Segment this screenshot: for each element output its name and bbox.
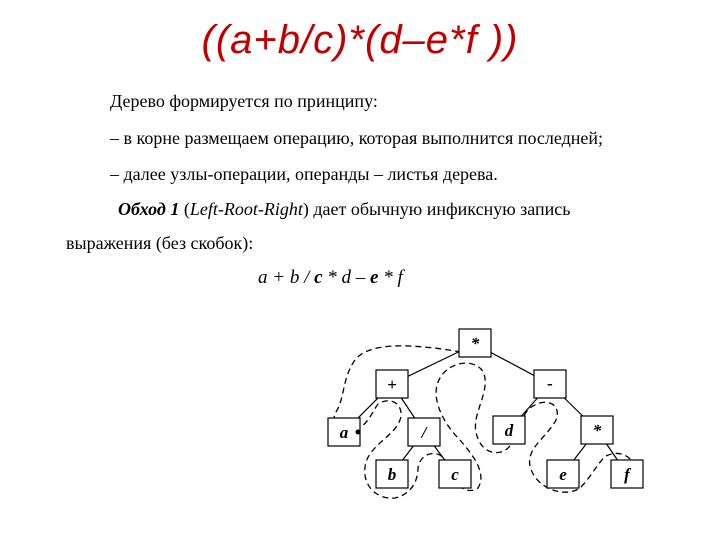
svg-text:d: d [504, 421, 514, 440]
node-div [408, 418, 440, 446]
expr-mid2: * d – [322, 267, 371, 288]
traversal-rest: дает обычную инфиксную запись [308, 199, 571, 219]
slide-title: ((a+b/c)*(d–e*f )) [201, 18, 519, 62]
traversal-order: Left-Root-Right [189, 199, 303, 219]
svg-text:a: a [339, 423, 349, 442]
node-c [439, 460, 471, 488]
rule-2: – далее узлы-операции, операнды – листья дерева. [110, 164, 498, 184]
traversal-name: Обход 1 [118, 199, 180, 219]
node-b [376, 460, 408, 488]
node-d [493, 416, 525, 444]
svg-text:b: b [387, 465, 397, 484]
expr-e: e [370, 267, 379, 288]
svg-text:+: + [387, 375, 397, 394]
svg-text:f: f [624, 465, 630, 484]
svg-text:*: * [592, 421, 602, 440]
expr-a: a [258, 267, 268, 288]
svg-text:*: * [470, 334, 480, 353]
svg-text:e: e [559, 465, 567, 484]
node-f [611, 460, 643, 488]
node-e [547, 460, 579, 488]
node-minus [534, 370, 566, 398]
traversal-close: ) [302, 199, 309, 219]
node-root [459, 329, 491, 357]
traversal-line-2: выражения (без скобок): [66, 233, 254, 253]
node-mul [581, 416, 613, 444]
expr-mid: + b / [267, 267, 315, 288]
svg-text:-: - [547, 374, 553, 393]
expr-c: c [314, 267, 323, 288]
node-plus [376, 370, 408, 398]
traversal-open: ( [179, 199, 190, 219]
rule-1: – в корне размещаем операцию, которая выполнится последней; [110, 128, 604, 148]
expr-end: * f [378, 267, 403, 288]
node-a [328, 418, 361, 446]
tree-edges [344, 344, 627, 474]
svg-text:/: / [421, 423, 427, 442]
svg-text:c: c [451, 465, 459, 484]
intro-text: Дерево формируется по принципу: [110, 91, 378, 111]
